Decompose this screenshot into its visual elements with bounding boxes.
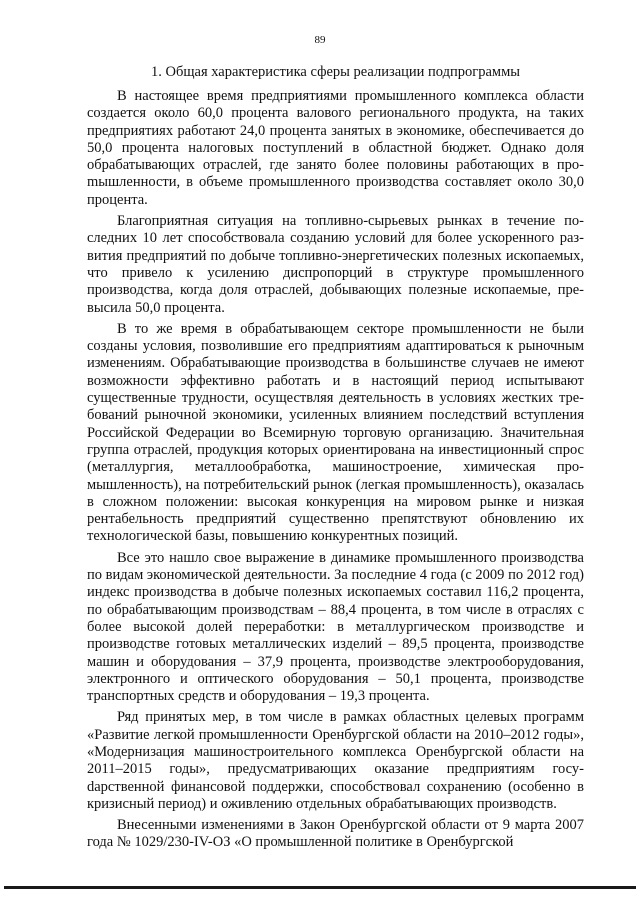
- paragraph-1: В настоящее время предприятиями промышленного комплекса области создается около 60,0 процента валового регионального продукта, на таких предприятиях работают 24,0 процента занятых в экономике, обеспечивается до 50,0 процента налоговых поступлений в областной бюджет. Однако доля обрабатывающих отраслей, где занято более половины работающих в проmышленности, в объеме промышленного производства составляет около 30,0 процента.: [87, 88, 584, 208]
- section-heading: 1. Общая характеристика сферы реализации подпрограммы: [151, 64, 520, 80]
- paragraph-4: Все это нашло свое выражение в динамике промышленного производства по видам экономической деятельности. За последние 4 года (с 2009 по 2012 год) индекс производства в добыче полезных ископаемых составил 116,2 процента, по обрабатывающим производствам – 88,4 процента, в том числе в отраслях с более высокой долей переработки: в металлургическом производстве и производстве готовых металлических изделий – 89,5 процента, производстве машин и оборудования – 37,9 процента, производстве электрооборудования, электронного и оптического оборудования – 50,1 процента, производстве транспортных средств и оборудования – 19,3 процента.: [87, 549, 584, 705]
- bottom-scan-edge: [4, 886, 636, 889]
- paragraph-6: Внесенными изменениями в Закон Оренбургской области от 9 марта 2007 года № 1029/230-IV-ОЗ «О промышленной политике в Оренбургской: [87, 817, 584, 851]
- paragraph-3: В то же время в обрабатывающем секторе промышленности не были созданы условия, позволившие его предприятиям адаптироваться к рыночным изменениям. Обрабатывающие производства в большинстве случаев не имеют возможности эффективно работать и в настоящий период испытывают существенные трудности, осуществляя деятельность в условиях жестких требований рыночной экономики, усиленных влиянием последствий вступления Российской Федерации во Всемирную торговую организацию. Значительная группа отраслей, продукция которых ориентирована на инвестиционный спрос (металлургия, металлообработка, машиностроение, химическая промышленность), на потребительский рынок (легкая промышленность), оказалась в сложном положении: высокая конкуренция на мировом рынке и низкая рентабельность предприятий существенно препятствуют обновлению их технологической базы, повышению конкурентных позиций.: [87, 320, 584, 545]
- page-number: 89: [314, 34, 326, 46]
- paragraph-2: Благоприятная ситуация на топливно-сырьевых рынках в течение последних 10 лет способствовала созданию условий для более ускоренного развития предприятий по добыче топливно-энергетических полезных ископаемых, что привело к усилению диспропорций в структуре промышленного производства, когда доля отраслей, добывающих полезные ископаемые, превысила 50,0 процента.: [87, 213, 584, 316]
- paragraph-5: Ряд принятых мер, в том числе в рамках областных целевых программ «Развитие легкой промышленности Оренбургской области на 2010–2012 годы», «Модернизация машиностроительного комплекса Оренбургской области на 2011–2015 годы», предусматривающих оказание предприятиям госуdарственной финансовой поддержки, способствовал сохранению (особенно в кризисный период) и оживлению отдельных обрабатывающих производств.: [87, 709, 584, 812]
- document-body: [87, 62, 584, 856]
